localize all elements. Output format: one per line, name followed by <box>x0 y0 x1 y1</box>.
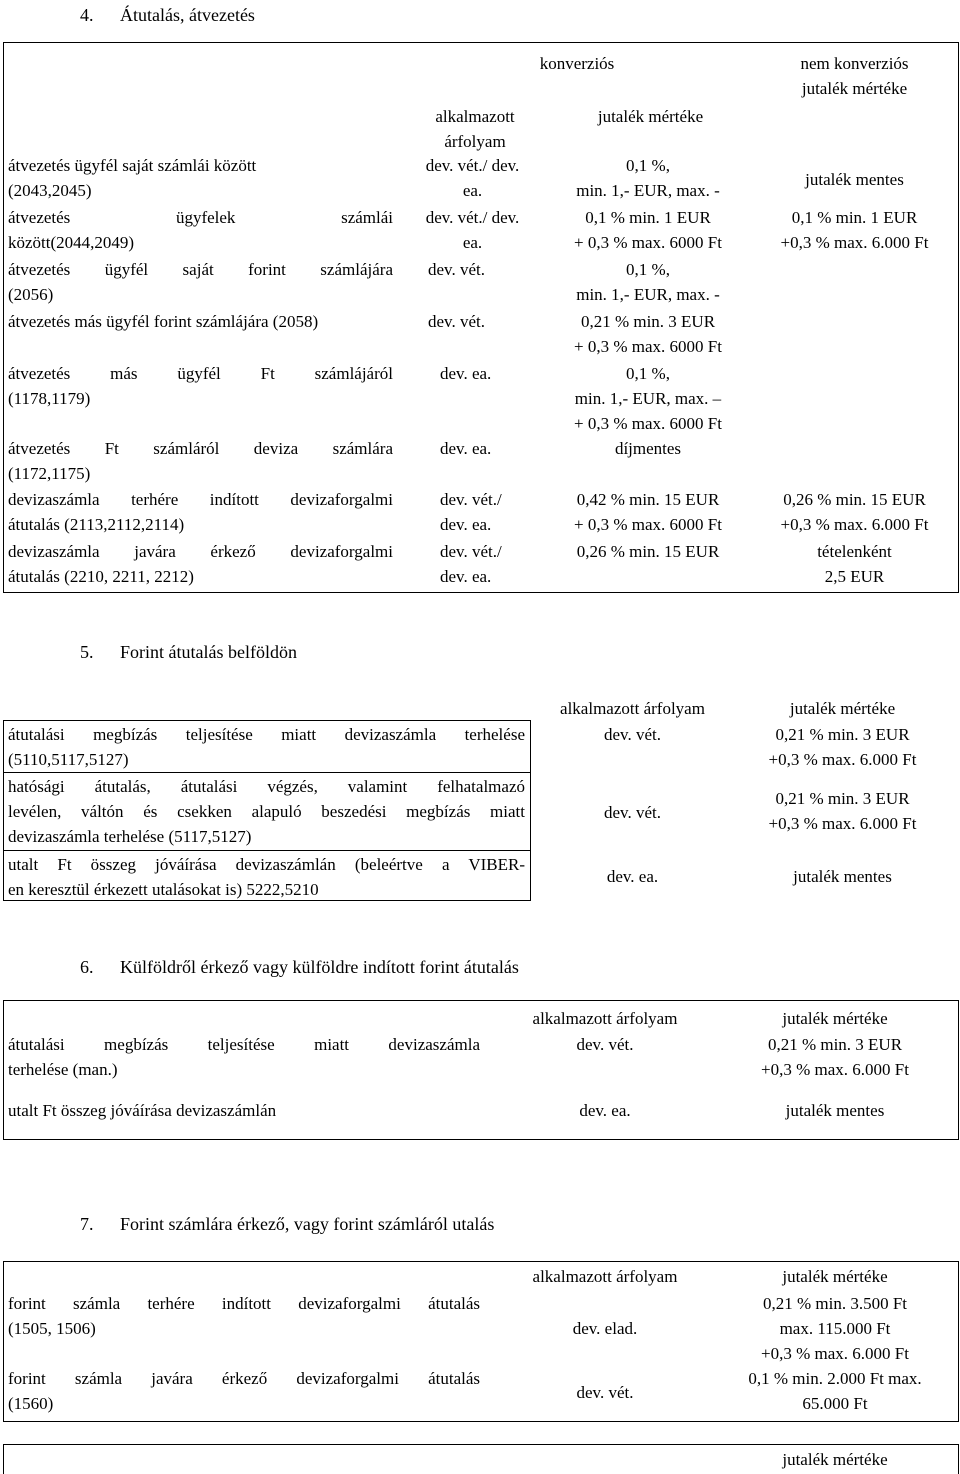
nem-konv-line1: tételenként <box>817 542 892 561</box>
row-arfolyam <box>395 205 550 255</box>
row-arfolyam: dev. ea. <box>440 439 492 458</box>
section-7-heading <box>80 1212 780 1237</box>
row-arfolyam <box>440 539 540 589</box>
arfolyam-line2: dev. ea. <box>440 515 492 534</box>
header-konverzios: konverziós <box>539 54 615 73</box>
row-description-line2: (2043,2045) <box>8 181 92 200</box>
header-jutalek-merteke: jutalék mértéke <box>782 1450 888 1469</box>
row-arfolyam: dev. vét. <box>428 260 485 279</box>
jutalek-line2: max. 115.000 Ft <box>779 1319 891 1338</box>
row-description-line1: átutalási megbízás teljesítése miatt devizaszámla terhelése <box>8 725 525 744</box>
header-jutalek-merteke: jutalék mértéke <box>782 1267 888 1286</box>
row-description-line1: átvezetés Ft számláról deviza számlára <box>8 439 393 458</box>
row-description-line2: átutalás (2113,2112,2114) <box>8 515 185 534</box>
row-description-line1: forint számla terhére indított devizaforgalmi átutalás <box>8 1294 480 1313</box>
row-arfolyam: dev. vét. <box>604 803 661 822</box>
row-description-line1: forint számla javára érkező devizaforgalmi átutalás <box>8 1369 480 1388</box>
nem-konv-line2: 2,5 EUR <box>824 567 885 586</box>
header-alkalmazott-arfolyam: alkalmazott árfolyam <box>560 699 705 718</box>
row-description-line1: átvezetés ügyfelek számlái <box>8 208 393 227</box>
row-jutalek: jutalék mentes <box>785 1101 885 1120</box>
jutalek-line1: 0,42 % min. 15 EUR <box>576 490 720 509</box>
row-description-line2: (1172,1175) <box>8 464 91 483</box>
row-description <box>8 153 393 203</box>
header-nem-konverzios-line2: jutalék mértéke <box>801 79 908 98</box>
row-description <box>8 205 393 255</box>
jutalek-line2: +0,3 % max. 6.000 Ft <box>768 750 917 769</box>
arfolyam-line1: dev. vét./ dev. <box>425 208 520 227</box>
row-description <box>8 436 393 486</box>
jutalek-line2: + 0,3 % max. 6000 Ft <box>574 337 722 356</box>
row-konverzios-jutalek: 0,26 % min. 15 EUR <box>576 542 720 561</box>
jutalek-line2: + 0,3 % max. 6000 Ft <box>574 233 722 252</box>
header-nem-konverzios-line1: nem konverziós <box>800 54 909 73</box>
jutalek-line1: 0,21 % min. 3 EUR <box>767 1035 903 1054</box>
row-description-line1: devizaszámla terhére indított devizaforgalmi <box>8 490 393 509</box>
row-arfolyam: dev. ea. <box>440 364 492 383</box>
jutalek-line2: +0,3 % max. 6.000 Ft <box>768 814 917 833</box>
section-number: 6. <box>80 957 94 977</box>
row-description-line1: utalt Ft összeg jóváírása devizaszámlán (beleértve a VIBER- <box>8 855 525 874</box>
row-description <box>8 539 393 589</box>
jutalek-line2: min. 1,- EUR, max. - <box>576 181 720 200</box>
arfolyam-line1: dev. vét./ <box>440 542 502 561</box>
row-jutalek <box>740 722 945 772</box>
nem-konv-line2: +0,3 % max. 6.000 Ft <box>780 515 929 534</box>
arfolyam-line2: dev. ea. <box>440 567 492 586</box>
row-description <box>8 722 525 772</box>
jutalek-line2: + 0,3 % max. 6000 Ft <box>574 515 722 534</box>
row-description <box>8 774 525 849</box>
nem-konv-line2: +0,3 % max. 6.000 Ft <box>780 233 929 252</box>
row-jutalek <box>715 1366 955 1416</box>
row-arfolyam: dev. vét. <box>604 725 661 744</box>
row-description-line2: levélen, váltón és csekken alapuló beszedési megbízás miatt <box>8 802 525 821</box>
row-description-line2: terhelése (man.) <box>8 1060 118 1079</box>
row-description <box>8 487 393 537</box>
header-alkalmazott-arfolyam: alkalmazott árfolyam <box>532 1009 678 1028</box>
arfolyam-line2: ea. <box>462 181 483 200</box>
section-number: 7. <box>80 1214 94 1234</box>
row-konverzios-jutalek <box>548 487 748 537</box>
header-jutalek-merteke: jutalék mértéke <box>782 1009 888 1028</box>
row-description-line2: között(2044,2049) <box>8 233 135 252</box>
row-description-line1: hatósági átutalás, átutalási végzés, valamint felhatalmazó <box>8 777 525 796</box>
row-arfolyam: dev. vét. <box>576 1383 634 1402</box>
row-arfolyam <box>395 153 550 203</box>
row-description <box>8 361 393 411</box>
row-konverzios-jutalek <box>548 257 748 307</box>
header-jutalek-merteke: jutalék mértéke <box>597 107 704 126</box>
row-jutalek <box>735 1291 935 1366</box>
jutalek-line1: 0,1 %, <box>626 364 670 383</box>
row-description-line2: átutalás (2210, 2211, 2212) <box>8 567 194 586</box>
section-title: Forint számlára érkező, vagy forint számláról utalás <box>120 1214 495 1234</box>
jutalek-line1: 0,21 % min. 3 EUR <box>775 725 910 744</box>
header-arfolyam-line1: alkalmazott <box>435 107 515 126</box>
row-arfolyam: dev. ea. <box>606 867 659 886</box>
row-description-line1: átvezetés más ügyfél Ft számlájáról <box>8 364 393 383</box>
header-alkalmazott-arfolyam <box>405 104 545 154</box>
arfolyam-line2: ea. <box>462 233 483 252</box>
row-description-line2: (1505, 1506) <box>8 1319 96 1338</box>
row-description-line2: (1178,1179) <box>8 389 91 408</box>
row-jutalek <box>740 786 945 836</box>
jutalek-line1: 0,21 % min. 3 EUR <box>775 789 910 808</box>
row-description <box>8 257 393 307</box>
jutalek-line3: + 0,3 % max. 6000 Ft <box>574 414 722 433</box>
row-arfolyam: dev. vét. <box>576 1035 634 1054</box>
nem-konv-line1: 0,26 % min. 15 EUR <box>783 490 926 509</box>
section-title: Átutalás, átvezetés <box>120 5 255 25</box>
arfolyam-line1: dev. vét./ dev. <box>425 156 520 175</box>
row-arfolyam: dev. ea. <box>579 1101 631 1120</box>
section-6-heading <box>80 955 780 980</box>
row-arfolyam <box>440 487 540 537</box>
row-nem-konverzios-jutalek <box>752 205 957 255</box>
header-arfolyam-line2: árfolyam <box>444 132 506 151</box>
jutalek-line1: 0,1 %, <box>626 156 670 175</box>
nem-konv-line1: 0,1 % min. 1 EUR <box>791 208 918 227</box>
row-nem-konverzios-jutalek <box>752 487 957 537</box>
row-description-line2: (2056) <box>8 285 54 304</box>
jutalek-line1: 0,1 % min. 1 EUR <box>585 208 711 227</box>
section-number: 5. <box>80 642 94 662</box>
row-nem-konverzios-jutalek: jutalék mentes <box>805 170 904 189</box>
row-description-line1: átvezetés ügyfél saját forint számlájára <box>8 260 393 279</box>
section-number: 4. <box>80 5 94 25</box>
jutalek-line2: min. 1,- EUR, max. – <box>574 389 722 408</box>
header-alkalmazott-arfolyam: alkalmazott árfolyam <box>532 1267 678 1286</box>
jutalek-line1: 0,1 %, <box>626 260 670 279</box>
arfolyam-line1: dev. vét./ <box>440 490 502 509</box>
jutalek-line2: min. 1,- EUR, max. - <box>576 285 720 304</box>
row-konverzios-jutalek <box>548 153 748 203</box>
row-konverzios-jutalek <box>548 361 748 436</box>
header-nem-konverzios <box>752 51 957 101</box>
header-jutalek-merteke: jutalék mértéke <box>789 699 896 718</box>
row-konverzios-jutalek <box>548 205 748 255</box>
jutalek-line1: 0,21 % min. 3 EUR <box>580 312 716 331</box>
jutalek-line1: 0,1 % min. 2.000 Ft max. <box>748 1369 922 1388</box>
row-description-line2: en keresztül érkezett utalásokat is) 5222,5210 <box>8 880 319 899</box>
jutalek-line3: +0,3 % max. 6.000 Ft <box>761 1344 909 1363</box>
row-description-line1: devizaszámla javára érkező devizaforgalmi <box>8 542 393 561</box>
row-description-line1: átutalási megbízás teljesítése miatt devizaszámla <box>8 1035 480 1054</box>
section-4-heading <box>80 3 480 28</box>
jutalek-line2: 65.000 Ft <box>802 1394 868 1413</box>
row-description-line2: (5110,5117,5127) <box>8 750 129 769</box>
row-arfolyam: dev. vét. <box>428 312 485 331</box>
jutalek-line2: +0,3 % max. 6.000 Ft <box>761 1060 909 1079</box>
row-jutalek <box>735 1032 935 1082</box>
row-description <box>8 1366 480 1416</box>
row-description-line3: devizaszámla terhelése (5117,5127) <box>8 827 252 846</box>
row-nem-konverzios-jutalek <box>752 539 957 589</box>
jutalek-line1: 0,21 % min. 3.500 Ft <box>762 1294 908 1313</box>
row-konverzios-jutalek <box>548 309 748 359</box>
row-description-line2: (1560) <box>8 1394 54 1413</box>
row-description <box>8 1291 480 1341</box>
section-title: Külföldről érkező vagy külföldre indított forint átutalás <box>120 957 519 977</box>
row-jutalek: jutalék mentes <box>793 867 892 886</box>
row-description <box>8 852 525 902</box>
row-description: átvezetés más ügyfél forint számlájára (2058) <box>8 312 319 331</box>
row-arfolyam: dev. elad. <box>572 1319 638 1338</box>
row-description <box>8 1032 480 1082</box>
section-5-heading <box>80 640 580 665</box>
section-title: Forint átutalás belföldön <box>120 642 297 662</box>
row-konverzios-jutalek: díjmentes <box>614 439 682 458</box>
row-description-line1: átvezetés ügyfél saját számlái között <box>8 156 257 175</box>
row-description: utalt Ft összeg jóváírása devizaszámlán <box>8 1101 277 1120</box>
